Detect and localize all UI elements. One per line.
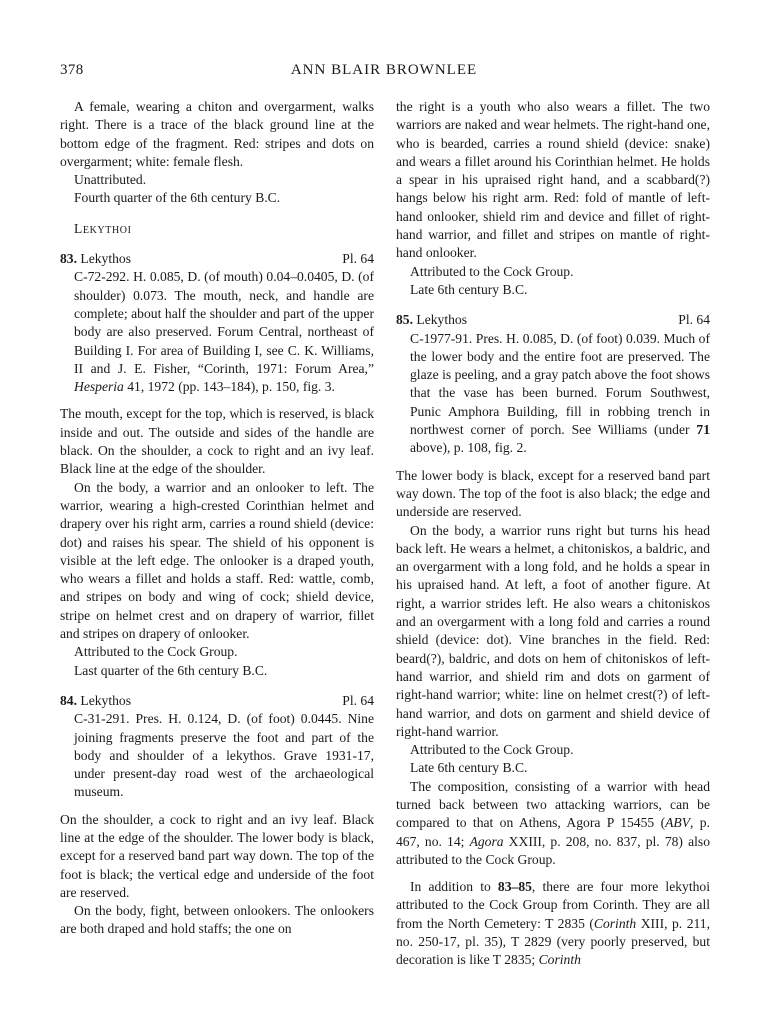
left-column xyxy=(60,98,374,939)
composition-paragraph: The composition, consisting of a warrior with head turned back between two attacking warriors, can be compared to that on Athens, Agora P 15455 (ABV, p. 467, no. 14; Agora XXIII, p. 208, no. 837, pl. 78) also attributed to the Cock Group. xyxy=(396,778,711,867)
entry-85-attribution: Attributed to the Cock Group. xyxy=(410,742,574,758)
entry-85-heading xyxy=(396,311,710,329)
entry-83-paragraph-1: The mouth, except for the top, which is reserved, is black inside and out. The outside and sides of the handle are black. On the shoulder, a cock to right and an ivy leaf. Black line at the edge of the shoulder. xyxy=(60,406,374,477)
entry-84-attribution: Attributed to the Cock Group. xyxy=(410,263,574,279)
entry-84-continuation: the right is a youth who also wears a fillet. The two warriors are naked and wear helmets. The right-hand one, who is bearded, carries a round shield (device: snake) and wears a fillet around his Corinthian helmet. He holds a spear in his upraised right hand, and a scabbard(?) hangs below his right arm. Red: fold of mantle of left-hand onlooker, shield rim and device and fillet of right-hand warrior, and fillet and stripes on mantle of right-hand onlooker. xyxy=(396,99,710,261)
entry-85-date: Late 6th century B.C. xyxy=(410,760,528,776)
entry-84-paragraph-1: On the shoulder, a cock to right and an ivy leaf. Black line at the edge of the shoulder. The lower body is black, except for a reserved band part way down. The top of the foot is black; the vertical edge and underside of the foot are reserved. xyxy=(60,811,374,900)
entry-83-catalog: C-72-292. H. 0.085, D. (of mouth) 0.04–0.0405, D. (of shoulder) 0.073. The mouth, neck, and handle are complete; about half the shoulder and part of the upper body are also preserved. Forum Central, northeast of Building I. For area of Building I, see C. K. Williams, II and J. E. Fisher, “Corinth, 1971: Forum Area,” Hesperia 41, 1972 (pp. 143–184), p. 150, fig. 3. xyxy=(74,269,374,395)
entry-84-date: Late 6th century B.C. xyxy=(410,281,528,297)
entry-85-paragraph-2: On the body, a warrior runs right but turns his head back left. He wears a helmet, a chitoniskos, a baldric, and an overgarment with a long fold, and he holds a spear in his upraised hand. At left, a foot of another figure. At right, a warrior strides left. He also wears a chitoniskos and an overgarment with a long fold and carries a round shield (device: dot). Vine branches in the field. Red: beard(?), baldric, and dots on hem of chitoniskos of left-hand warrior, and shield rim and dots on garment of right-hand warrior; white: line on helmet crest(?) of left-hand warrior, and dots on garment and shield device of right-hand warrior. xyxy=(396,522,710,739)
entry-84-catalog: C-31-291. Pres. H. 0.124, D. (of foot) 0.0445. Nine joining fragments preserve the foot and part of the body and shoulder of a lekythos. Grave 1931-17, under present-day road west of the archaeological museum. xyxy=(74,711,374,800)
entry-83-paragraph-2: On the body, a warrior and an onlooker to left. The warrior, wearing a high-crested Corinthian helmet and drapery over his right arm, carries a round shield (device: dot) and raises his spear. The shield of his opponent is visible at the left edge. The onlooker is a draped youth, who wears a fillet and holds a staff. Red: wattle, comb, and stripes on body and wing of cock; shield device, stripe on helmet crest and on drapery of warrior, fillet and stripes on drapery of onlooker. xyxy=(60,479,374,642)
entry-number: 83. xyxy=(60,251,77,267)
right-column xyxy=(396,98,710,970)
entry-84-paragraph-2: On the body, fight, between onlookers. The onlookers are both draped and hold staffs; the one on xyxy=(60,903,374,937)
plate-reference: Pl. 64 xyxy=(342,251,374,267)
plate-reference: Pl. 64 xyxy=(678,312,710,328)
entry-number: 85. xyxy=(396,312,413,328)
running-header xyxy=(60,62,708,86)
entry-number: 84. xyxy=(60,692,77,708)
entry-83-date: Last quarter of the 6th century B.C. xyxy=(74,662,268,678)
intro-date: Fourth quarter of the 6th century B.C. xyxy=(74,190,281,206)
entry-name: Lekythos xyxy=(80,692,131,708)
page-number: 378 xyxy=(60,62,84,78)
entry-85-catalog: C-1977-91. Pres. H. 0.085, D. (of foot) 0.039. Much of the lower body and the entire foot are preserved. The glaze is peeling, and a gray patch above the foot shows that the vase has been burned. Forum Southwest, Punic Amphora Building, fill in robbing trench in northwest corner of porch. See Williams (under 71 above), p. 108, fig. 2. xyxy=(410,330,710,456)
section-heading: Lekythoi xyxy=(74,220,132,236)
intro-description: A female, wearing a chiton and overgarment, walks right. There is a trace of the black ground line at the bottom edge of the fragment. Red: stripes and dots on overgarment; white: female flesh. xyxy=(60,99,374,169)
plate-reference: Pl. 64 xyxy=(342,692,374,708)
entry-85-paragraph-1: The lower body is black, except for a reserved band part way down. The top of the foot is also black; the edge and underside are reserved. xyxy=(396,467,710,520)
entry-83-attribution: Attributed to the Cock Group. xyxy=(74,644,238,660)
entry-83-heading xyxy=(60,250,374,268)
running-title: ANN BLAIR BROWNLEE xyxy=(290,62,478,78)
addition-paragraph: In addition to 83–85, there are four more lekythoi attributed to the Cock Group from Corinth. They are all from the North Cemetery: T 2835 (Corinth XIII, p. 211, no. 250-17, pl. 35), T 2829 (very poorly preserved, but decoration is like T 2835; Corinth xyxy=(396,879,710,968)
intro-attribution: Unattributed. xyxy=(74,172,147,188)
entry-name: Lekythos xyxy=(80,251,131,267)
entry-name: Lekythos xyxy=(416,312,467,328)
entry-84-heading xyxy=(60,692,374,710)
